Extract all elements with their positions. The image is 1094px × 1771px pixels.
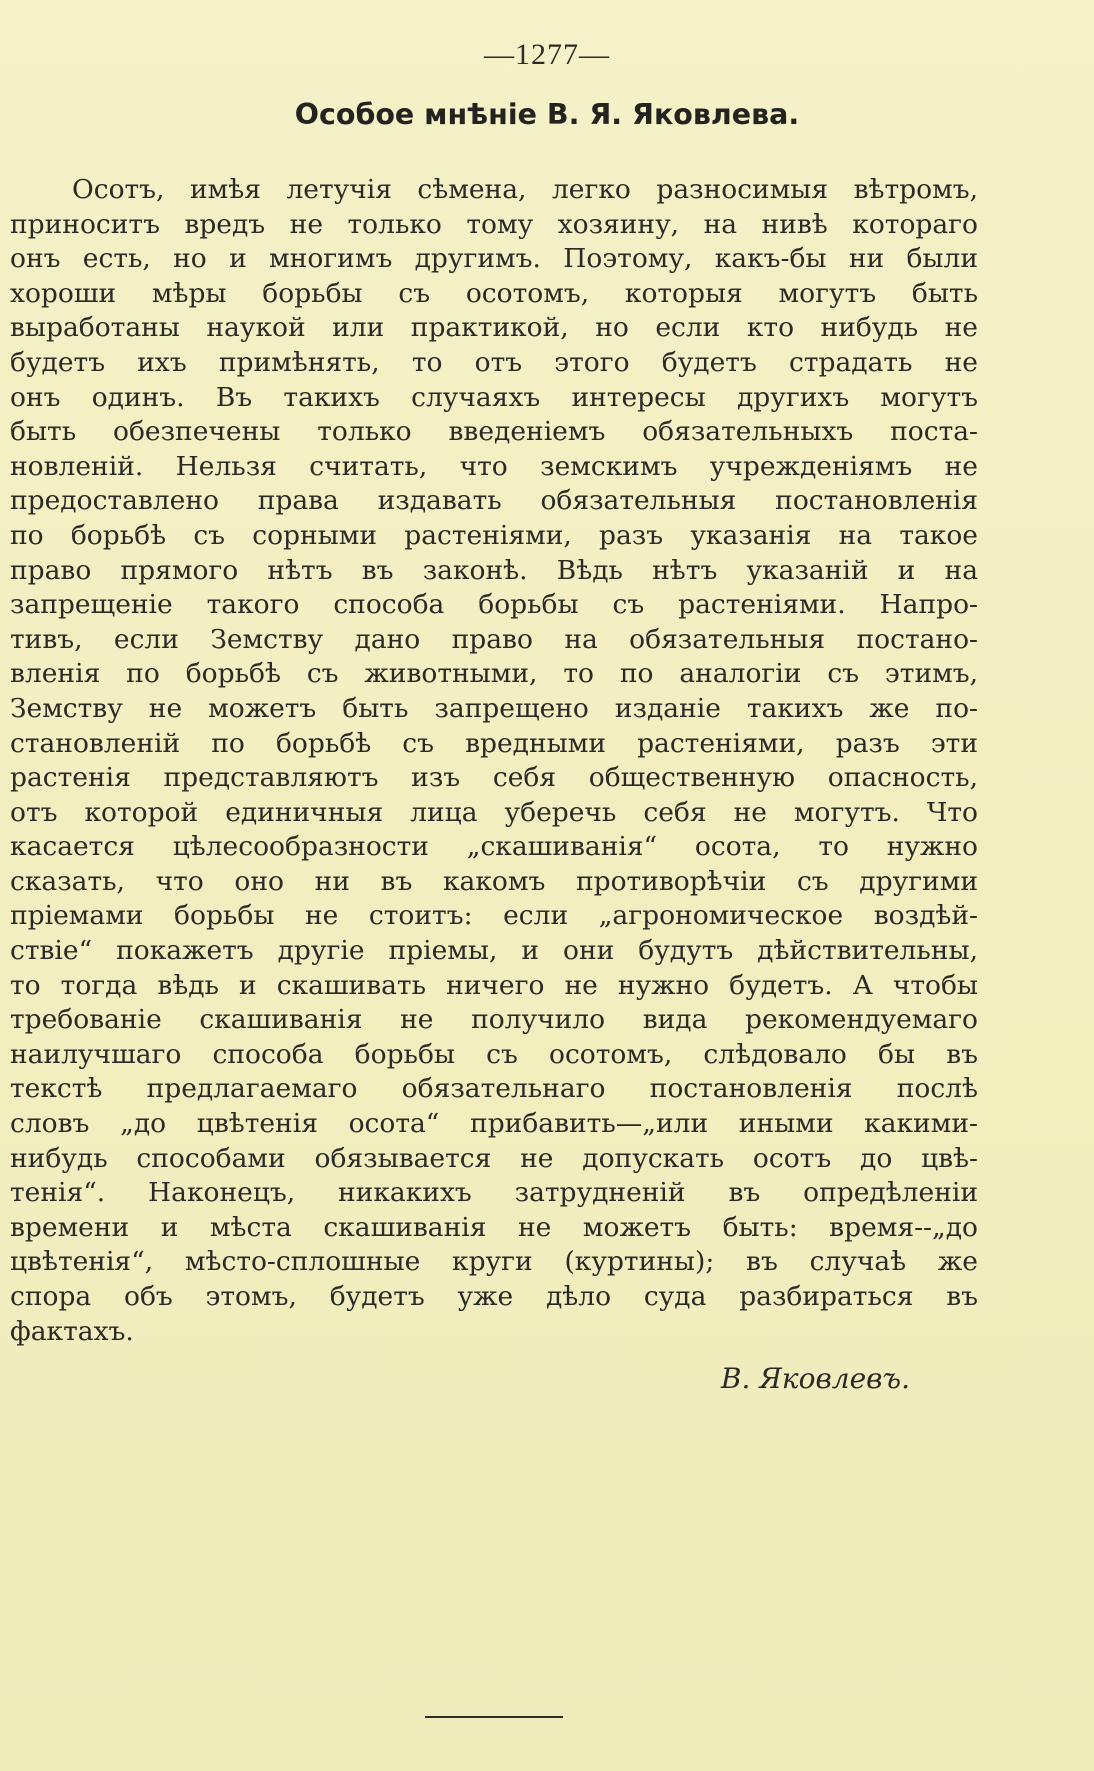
text-line: онъ одинъ. Въ такихъ случаяхъ интересы другихъ могутъ [10,381,978,413]
text-line: тивъ, если Земству дано право на обязательныя постано- [10,623,978,655]
text-line: предоставлено права издавать обязательныя постановленія [10,485,978,517]
text-line: по борьбѣ съ сорными растеніями, разъ указанія на такое [10,519,978,551]
text-line: быть обезпечены только введеніемъ обязательныхъ поста- [10,416,978,448]
text-line: времени и мѣста скашиванія не можетъ быть: время--„до [10,1211,978,1243]
text-line: хороши мѣры борьбы съ осотомъ, которыя могутъ быть [10,277,978,309]
text-line: запрещеніе такого способа борьбы съ растеніями. Напро- [10,589,978,621]
document-title: Особое мнѣніе В. Я. Яковлева. [294,98,800,131]
text-line: касается цѣлесообразности „скашиванія“ осота, то нужно [10,831,978,863]
text-line: новленій. Нельзя считать, что земскимъ учрежденіямъ не [10,450,978,482]
text-line: Земству не можетъ быть запрещено изданіе такихъ же по- [10,692,978,724]
text-line: право прямого нѣтъ въ законѣ. Вѣдь нѣтъ указаній и на [10,554,978,586]
text-line: цвѣтенія“, мѣсто-сплошные круги (куртины); въ случаѣ же [10,1246,978,1278]
text-line: нибудь способами обязывается не допускать осотъ до цвѣ- [10,1142,978,1174]
text-line: тенія“. Наконецъ, никакихъ затрудненій въ опредѣленіи [10,1177,978,1209]
text-line: приноситъ вредъ не только тому хозяину, на нивѣ котораго [10,208,978,240]
body-paragraph [10,173,978,1349]
text-line: фактахъ. [10,1315,134,1347]
text-line: требованіе скашиванія не получило вида рекомендуемаго [10,1004,978,1036]
text-line: ствіе“ покажетъ другіе пріемы, и они будутъ дѣйствительны, [10,935,978,967]
text-line: будетъ ихъ примѣнять, то отъ этого будетъ страдать не [10,346,978,378]
author-signature: В. Яковлевъ. [720,1362,910,1395]
text-line: наилучшаго способа борьбы съ осотомъ, слѣдовало бы въ [10,1038,978,1070]
text-line: становленій по борьбѣ съ вредными растеніями, разъ эти [10,727,978,759]
text-line: текстѣ предлагаемаго обязательнаго постановленія послѣ [10,1073,978,1105]
text-line: отъ которой единичныя лица уберечь себя не могутъ. Что [10,796,978,828]
text-line: спора объ этомъ, будетъ уже дѣло суда разбираться въ [10,1281,978,1312]
text-line: выработаны наукой или практикой, но если кто нибудь не [10,312,978,344]
text-line: растенія представляютъ изъ себя общественную опасность, [10,762,978,794]
text-line: онъ есть, но и многимъ другимъ. Поэтому, какъ-бы ни были [10,243,978,275]
text-line: пріемами борьбы не стоитъ: если „агрономическое воздѣй- [10,900,978,932]
page-number: —1277— [484,38,610,71]
text-line: вленія по борьбѣ съ животными, то по аналогіи съ этимъ, [10,658,978,690]
text-line: сказать, что оно ни въ какомъ противорѣчіи съ другими [10,865,978,897]
text-line: то тогда вѣдь и скашивать ничего не нужно будетъ. А чтобы [10,969,978,1001]
end-divider [425,1716,563,1718]
text-line: Осотъ, имѣя летучія сѣмена, легко разносимыя вѣтромъ, [72,174,978,205]
text-line: словъ „до цвѣтенія осота“ прибавить—„или иными какими- [10,1108,978,1140]
